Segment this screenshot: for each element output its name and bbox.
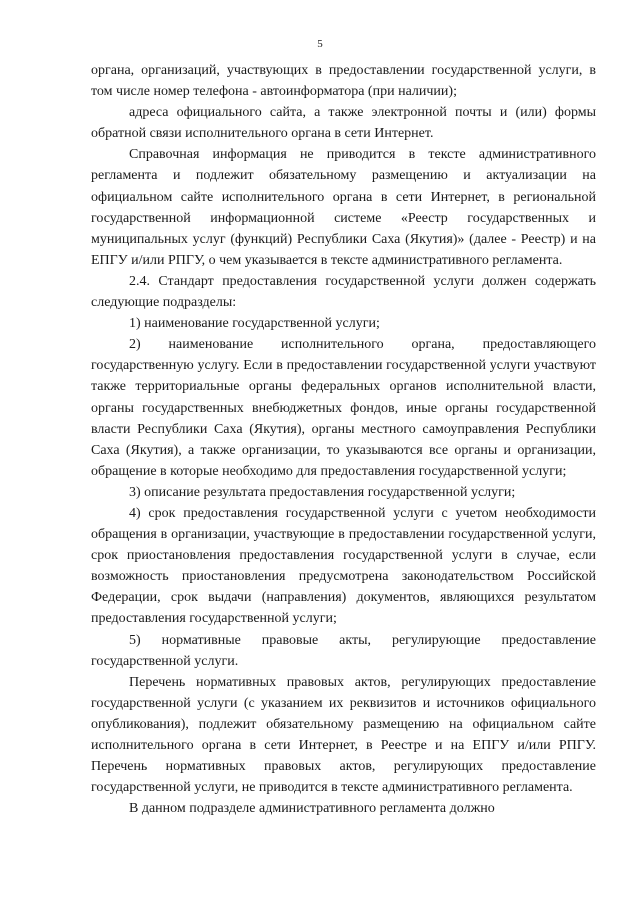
list-item-4: 4) срок предоставления государственной услуги с учетом необходимости обращения в организации, участвующие в предоставлении государственной услуги, срок приостановления предоставления государственной услуги в случае, если возможность приостановления предусмотрена законодательством Российской Федерации, срок выдачи (направления) документов, являющихся результатом предоставления государственной услуги;	[91, 505, 596, 627]
document-body	[91, 60, 596, 819]
list-item-3: 3) описание результата предоставления государственной услуги;	[129, 484, 516, 500]
paragraph-contact-continuation: органа, организаций, участвующих в предоставлении государственной услуги, в том числе номер телефона - автоинформатора (при наличии);	[91, 63, 596, 100]
paragraph-reference-information: Справочная информация не приводится в тексте административного регламента и подлежит обязательному размещению и актуализации на официальном сайте исполнительного органа в сети Интернет, в региональной государственной информационной системе «Реестр государственных и муниципальных услуг (функций) Республики Саха (Якутия)» (далее - Реестр) и на ЕПГУ и/или РПГУ, о чем указывается в тексте административного регламента.	[91, 147, 596, 268]
page-number: 5	[317, 38, 323, 50]
list-item-5: 5) нормативные правовые акты, регулирующие предоставление государственной услуги.	[91, 632, 596, 669]
list-item-2: 2) наименование исполнительного органа, предоставляющего государственную услугу. Если в предоставлении государственной услуги участвуют также территориальные органы федеральных органов исполнительной власти, органы государственных внебюджетных фондов, иные органы государственной власти Республики Саха (Якутия), органы местного самоуправления Республики Саха (Якутия), а также организации, то указываются все органы и организации, обращение в которые необходимо для предоставления государственной услуги;	[91, 337, 596, 479]
paragraph-legal-acts-list: Перечень нормативных правовых актов, регулирующих предоставление государственной услуги (с указанием их реквизитов и источников официального опубликования), подлежит обязательному размещению на официальном сайте исполнительного органа в сети Интернет, в Реестре и на ЕПГУ и/или РПГУ. Перечень нормативных правовых актов, регулирующих предоставление государственной услуги, не приводится в тексте административного регламента.	[91, 674, 596, 796]
paragraph-section-2-4: 2.4. Стандарт предоставления государственной услуги должен содержать следующие подразделы:	[91, 273, 596, 311]
paragraph-subsection-continues: В данном подразделе административного регламента должно	[129, 801, 495, 817]
list-item-1: 1) наименование государственной услуги;	[129, 316, 380, 332]
paragraph-website-addresses: адреса официального сайта, а также электронной почты и (или) формы обратной связи исполнительного органа в сети Интернет.	[91, 105, 596, 142]
